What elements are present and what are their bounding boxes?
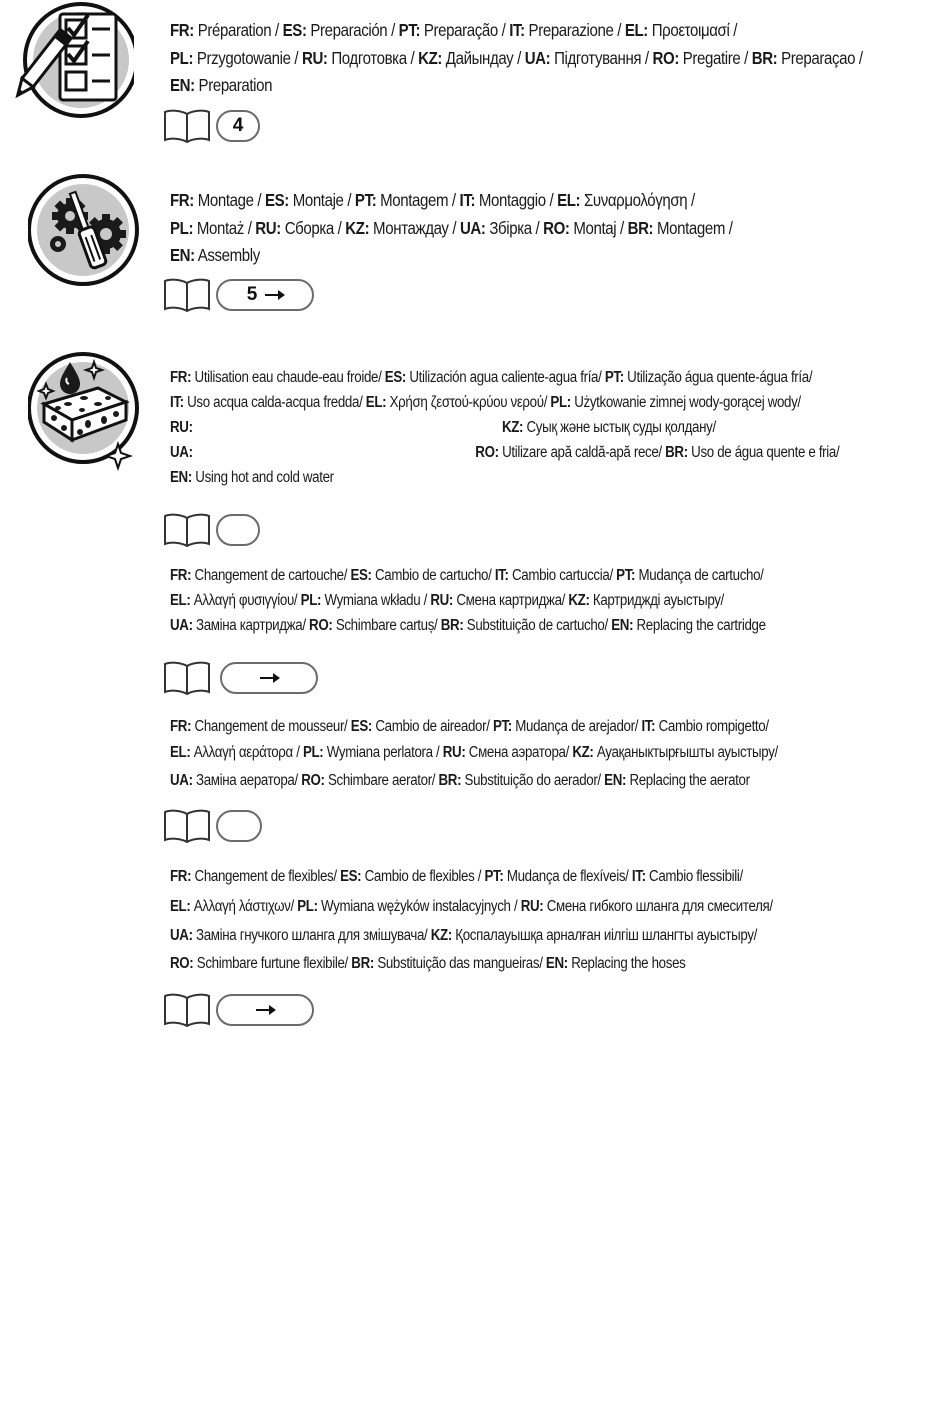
text-line — [170, 415, 837, 440]
lang-label: RO: — [543, 217, 570, 238]
translation-text: Replacing the cartridge — [633, 617, 766, 634]
arrow-right-icon — [265, 294, 283, 296]
lang-label: RU: — [430, 592, 454, 609]
kz-entry: KZ: Суық және ыстық суды қолдану/ — [501, 419, 716, 436]
lang-label: EN: — [611, 617, 634, 634]
text-line — [170, 440, 840, 465]
lang-label: BR: — [627, 217, 654, 238]
translation-text: Przygotowanie / — [193, 47, 302, 68]
maintenance-section-icon — [28, 348, 140, 481]
translation-text: Użytkowanie zimnej wody-gorącej wody/ — [570, 394, 801, 411]
translation-text: Assembly — [194, 245, 260, 265]
hoses-text — [170, 862, 945, 978]
lang-label: RU: — [442, 744, 466, 761]
lang-label: PT: — [484, 868, 504, 885]
text-line — [170, 365, 837, 390]
translation-text: Смена картриджа/ — [453, 592, 569, 609]
lang-label: PL: — [170, 217, 194, 238]
translation-text: Préparation / — [193, 20, 283, 40]
lang-label: ES: — [350, 567, 372, 584]
lang-label: RO: — [652, 47, 679, 68]
lang-label: EL: — [557, 190, 581, 210]
translation-text: Changement de mousseur/ — [191, 718, 351, 735]
translation-text: Монтаждау / — [369, 217, 460, 238]
translation-text: Preparação / — [420, 20, 510, 40]
translation-text: Подготовка / — [327, 47, 419, 68]
text-line — [170, 72, 837, 100]
lang-label: RU: — [255, 217, 281, 238]
translation-text: Montagem / — [653, 217, 733, 238]
aerator-text — [170, 714, 945, 795]
lang-label: UA: — [170, 927, 193, 944]
translation-text: Montaje / — [288, 190, 355, 210]
translation-text: Cambio de cartucho/ — [371, 567, 495, 584]
text-line — [170, 45, 863, 73]
lang-label: RU: — [170, 419, 193, 436]
text-line — [170, 862, 837, 892]
lang-label: FR: — [170, 369, 192, 386]
arrow-right-icon — [260, 677, 278, 679]
translation-text: Utilização água quente-água fría/ — [623, 369, 813, 386]
open-book-icon — [162, 108, 212, 144]
hot-cold-water-text — [170, 365, 945, 490]
page-number-badge — [216, 810, 262, 842]
translation-text: Montaj / — [569, 217, 628, 238]
lang-label: PL: — [297, 898, 318, 915]
lang-label: KZ: — [345, 217, 370, 238]
lang-label: EN: — [545, 955, 568, 972]
lang-label: IT: — [170, 394, 184, 411]
translation-text: Changement de cartouche/ — [191, 567, 351, 584]
text-line — [170, 17, 837, 45]
translation-text: Cambio de aireador/ — [371, 718, 493, 735]
text-line — [170, 563, 837, 588]
lang-label: BR: — [351, 955, 374, 972]
lang-label: KZ: — [430, 927, 452, 944]
lang-label: EN: — [604, 772, 627, 789]
translation-text: Cambio de flexibles / — [361, 868, 485, 885]
lang-label: EL: — [170, 592, 191, 609]
lang-label: UA: — [459, 217, 486, 238]
translation-text: Дайындау / — [442, 47, 525, 68]
lang-label: FR: — [170, 718, 192, 735]
translation-text: Replacing the hoses — [567, 955, 686, 972]
text-line — [170, 892, 837, 922]
lang-label: FR: — [170, 868, 192, 885]
lang-label: EN: — [170, 245, 195, 265]
lang-label: RO: — [475, 444, 499, 461]
lang-label: RU: — [301, 47, 328, 68]
open-book-icon — [162, 512, 212, 548]
open-book-icon — [162, 660, 212, 696]
text-line — [170, 242, 837, 270]
translation-text: Mudança de flexíveis/ — [503, 868, 632, 885]
text-line — [170, 714, 837, 739]
lang-label: ES: — [350, 718, 372, 735]
lang-label: ES: — [340, 868, 362, 885]
checklist-pen-icon — [14, 0, 134, 124]
translation-text: Utilisation eau chaude-eau froide/ — [191, 369, 385, 386]
translation-text: Schimbare aerator/ — [324, 772, 439, 789]
lang-label: PT: — [492, 718, 512, 735]
lang-label: PL: — [302, 744, 324, 761]
lang-label: RO: — [309, 617, 333, 634]
translation-text: Uso de água quente e fria/ — [687, 444, 840, 461]
lang-label: PL: — [300, 592, 322, 609]
open-book-icon — [162, 808, 212, 844]
translation-text: Uso acqua calda-acqua fredda/ — [183, 394, 366, 411]
arrow-right-icon — [256, 1009, 274, 1011]
text-line — [170, 613, 837, 638]
lang-label: KZ: — [568, 592, 590, 609]
text-line: EN: Using hot and cold water — [170, 469, 334, 486]
text-line — [170, 739, 837, 767]
lang-label: ES: — [282, 20, 307, 40]
lang-label: ES: — [384, 369, 406, 386]
lang-label: PL: — [550, 394, 571, 411]
lang-label: FR: — [170, 190, 194, 210]
lang-label: EN: — [170, 75, 195, 95]
sponge-drop-icon — [28, 348, 140, 476]
translation-text: Mudança de arejador/ — [511, 718, 642, 735]
translation-text: Wymiana wężyków instalacyjnych / — [317, 898, 521, 915]
translation-text: Pregatire / — [678, 47, 752, 68]
page-number-badge — [220, 662, 318, 694]
translation-text: Preparazione / — [524, 20, 625, 40]
translation-text: Cambio cartuccia/ — [508, 567, 617, 584]
translation-text: Ауақаныктырғышты ауыстыру/ — [593, 744, 778, 761]
open-book-icon — [162, 992, 212, 1028]
text-line — [170, 588, 837, 613]
translation-text: Сборка / — [280, 217, 346, 238]
gears-screwdriver-icon — [28, 172, 140, 288]
lang-label: BR: — [665, 444, 688, 461]
translation-text: Заміна гнучкого шланга для змішувача/ — [192, 927, 431, 944]
translation-text: Substituição do aerador/ — [461, 772, 605, 789]
translation-text: Montaggio / — [475, 190, 558, 210]
translation-text: Αλλαγή φυσιγγίου/ — [190, 592, 301, 609]
page-number-badge — [216, 514, 260, 546]
preparation-text — [170, 17, 945, 100]
translation-text: Changement de flexibles/ — [191, 868, 341, 885]
translation-text: Қоспалауышқа арналған иілгіш шлангты ауыстыру/ — [451, 927, 758, 944]
text-line — [170, 215, 837, 243]
open-book-icon — [162, 277, 212, 313]
lang-label: PT: — [616, 567, 636, 584]
translation-text: Preparation — [194, 75, 273, 95]
lang-label: PT: — [604, 369, 624, 386]
translation-text: Mudança de cartucho/ — [635, 567, 764, 584]
lang-label: EL: — [170, 898, 191, 915]
lang-label: PT: — [354, 190, 377, 210]
lang-label: RO: — [170, 955, 194, 972]
page-number-badge — [216, 279, 314, 311]
lang-label: RU: — [520, 898, 544, 915]
lang-label: KZ: — [418, 47, 443, 68]
translation-text: Replacing the aerator — [626, 772, 750, 789]
page-number-badge — [216, 994, 314, 1026]
translation-text: Заміна картриджа/ — [192, 617, 310, 634]
page-number-badge — [216, 110, 260, 142]
text-line — [170, 950, 837, 978]
lang-label: KZ: — [572, 744, 594, 761]
translation-text: Смена аэратора/ — [465, 744, 573, 761]
lang-label: IT: — [494, 567, 509, 584]
cartridge-text — [170, 563, 945, 638]
translation-text: Montagem / — [376, 190, 460, 210]
assembly-section-icon — [28, 172, 140, 293]
text-line — [170, 390, 837, 415]
translation-text: Χρήση ζεστού-κρύου νερού/ — [386, 394, 551, 411]
lang-label: IT: — [459, 190, 476, 210]
translation-text: Cambio rompigetto/ — [655, 718, 769, 735]
translation-text: Збірка / — [485, 217, 544, 238]
translation-text: Картриджді ауыстыру/ — [589, 592, 724, 609]
translation-text: Utilizare apă caldă-apă rece/ — [498, 444, 666, 461]
translation-text: Wymiana perlatora / — [323, 744, 443, 761]
lang-label: PT: — [398, 20, 421, 40]
translation-text: Συναρμολόγηση / — [580, 190, 695, 210]
text-line — [170, 767, 837, 795]
lang-label: UA: — [170, 617, 193, 634]
translation-text: Schimbare furtune flexibile/ — [193, 955, 352, 972]
translation-text: Wymiana wkładu / — [321, 592, 431, 609]
lang-label: BR: — [440, 617, 464, 634]
translation-text: Αλλαγή λάστιχων/ — [190, 898, 298, 915]
lang-label: ES: — [264, 190, 289, 210]
translation-text: Montaż / — [193, 217, 256, 238]
translation-text: Preparación / — [306, 20, 399, 40]
lang-label: BR: — [438, 772, 462, 789]
assembly-text — [170, 187, 945, 270]
lang-label: UA: — [170, 772, 193, 789]
translation-text: Substituição de cartucho/ — [463, 617, 612, 634]
translation-text: Заміна аератора/ — [192, 772, 302, 789]
translation-text: Αλλαγή αεράτορα / — [190, 744, 303, 761]
lang-label: EL: — [170, 744, 191, 761]
page-number: 4 — [232, 115, 244, 136]
translation-text: Смена гибкого шланга для смесителя/ — [543, 898, 773, 915]
text-line — [170, 187, 837, 215]
lang-label: IT: — [631, 868, 646, 885]
lang-label: UA: — [524, 47, 551, 68]
ro-br-entry — [475, 440, 839, 465]
lang-label: BR: — [751, 47, 778, 68]
translation-text: Preparaçao / — [777, 47, 863, 68]
lang-label: PL: — [170, 47, 194, 68]
lang-label: IT: — [641, 718, 656, 735]
translation-text: Schimbare cartuș/ — [332, 617, 441, 634]
lang-label: EL: — [365, 394, 387, 411]
translation-text: Cambio flessibili/ — [645, 868, 743, 885]
lang-label: UA: — [170, 444, 193, 461]
preparation-section-icon — [14, 0, 134, 129]
translation-text: Προετοιμασί / — [647, 20, 737, 40]
lang-label: EL: — [624, 20, 648, 40]
translation-text: Utilización agua caliente-agua fría/ — [405, 369, 605, 386]
text-line — [170, 922, 837, 950]
translation-text: Substituição das mangueiras/ — [373, 955, 546, 972]
translation-text: Підготування / — [550, 47, 653, 68]
page-number: 5 — [246, 284, 258, 305]
lang-label: FR: — [170, 20, 194, 40]
lang-label: IT: — [509, 20, 525, 40]
lang-label: FR: — [170, 567, 192, 584]
lang-label: RO: — [301, 772, 325, 789]
translation-text: Montage / — [193, 190, 265, 210]
